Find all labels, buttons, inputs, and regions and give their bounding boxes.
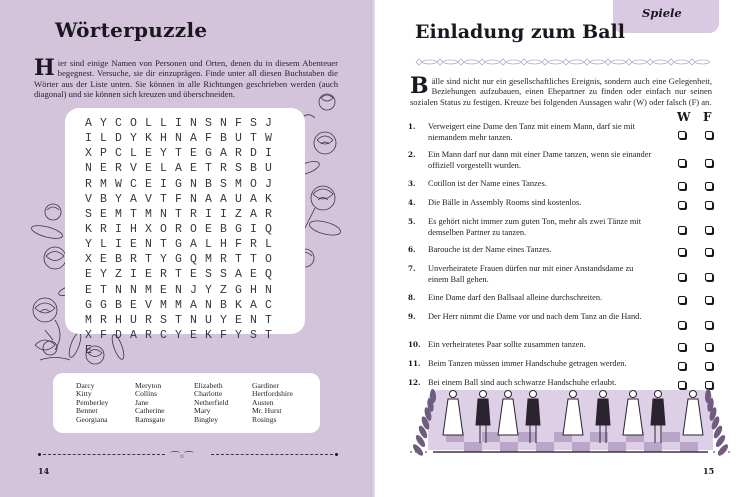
grid-cell[interactable]: O <box>130 117 137 130</box>
grid-cell[interactable]: R <box>85 177 92 191</box>
checkbox-false[interactable] <box>705 131 713 139</box>
grid-cell[interactable]: T <box>175 207 182 221</box>
grid-cell[interactable]: E <box>205 222 212 236</box>
grid-cell[interactable]: I <box>115 222 122 236</box>
grid-cell[interactable]: F <box>175 192 182 206</box>
word-item: Kitty <box>76 389 92 399</box>
grid-cell[interactable]: O <box>160 222 167 236</box>
grid-cell[interactable]: B <box>220 222 227 236</box>
grid-cell[interactable]: D <box>115 132 122 146</box>
question-text: Eine Dame darf den Ballsaal alleine durchschreiten. <box>428 293 603 302</box>
grid-cell[interactable]: S <box>235 162 242 176</box>
grid-cell[interactable]: T <box>250 253 257 267</box>
grid-cell[interactable]: I <box>130 268 137 282</box>
grid-cell[interactable]: A <box>250 298 257 312</box>
grid-cell[interactable]: W <box>265 132 272 146</box>
question-number: 4. <box>408 198 416 207</box>
grid-cell[interactable]: L <box>160 162 167 176</box>
question-text: Die Bälle in Assembly Rooms sind kostenlos. <box>428 198 582 207</box>
grid-cell[interactable]: Y <box>100 268 107 282</box>
divider-dot <box>38 453 41 456</box>
grid-cell[interactable]: G <box>85 298 92 312</box>
question-text: Verweigert eine Dame den Tanz mit einem Mann, darf sie mit niemandem mehr tanzen. <box>428 122 635 142</box>
grid-cell[interactable]: G <box>205 147 212 161</box>
grid-cell[interactable]: Y <box>205 283 212 297</box>
grid-cell[interactable]: A <box>250 207 257 221</box>
grid-cell[interactable]: B <box>115 253 122 267</box>
grid-cell[interactable]: R <box>145 328 152 342</box>
grid-cell[interactable]: Q <box>265 268 272 282</box>
intro-paragraph-right <box>410 73 712 107</box>
grid-cell[interactable]: E <box>85 283 92 297</box>
question-text: Unverheiratete Frauen dürfen nur mit einer Anstandsdame zu einem Ball gehen. <box>428 264 634 284</box>
grid-cell[interactable]: L <box>100 132 107 146</box>
grid-cell[interactable]: R <box>130 253 137 267</box>
grid-cell[interactable]: M <box>160 298 167 312</box>
grid-cell[interactable]: B <box>250 162 257 176</box>
grid-cell[interactable]: X <box>85 147 92 161</box>
grid-cell[interactable]: I <box>250 222 257 236</box>
grid-cell[interactable]: O <box>250 177 257 191</box>
checkbox-false[interactable] <box>705 296 713 304</box>
question-text: Cotillon ist der Name eines Tanzes. <box>428 179 547 188</box>
grid-cell[interactable]: E <box>130 298 137 312</box>
word-column <box>252 382 322 424</box>
grid-cell[interactable]: T <box>175 313 182 327</box>
intro-text: älle sind nicht nur ein gesellschaftliches Ereignis, sondern auch eine Gelegenheit, Beziehungen aufzubauen, einen Ehepartner zu finden oder einfach nur seinen sozialen Status zu festigen. Kreuze bei folgenden Aussagen wahr (W) oder falsch (F) an. <box>410 76 712 107</box>
grid-cell[interactable]: K <box>235 298 242 312</box>
word-item: Catherine <box>135 406 165 416</box>
grid-cell[interactable]: D <box>115 328 122 342</box>
grid-cell[interactable]: N <box>220 117 227 130</box>
grid-cell[interactable]: F <box>205 132 212 146</box>
grid-cell[interactable]: K <box>205 328 212 342</box>
word-column <box>194 382 252 424</box>
word-item: Charlotte <box>194 389 223 399</box>
grid-cell[interactable]: L <box>145 117 152 130</box>
grid-cell[interactable]: S <box>220 268 227 282</box>
grid-cell[interactable]: Y <box>220 313 227 327</box>
grid-cell[interactable]: L <box>205 238 212 252</box>
grid-cell[interactable]: M <box>115 207 122 221</box>
question-text: Bei einem Ball sind auch schwarze Handschuhe erlaubt. <box>428 378 617 387</box>
grid-cell[interactable]: T <box>145 253 152 267</box>
grid-cell[interactable]: A <box>235 268 242 282</box>
column-true-header: W <box>677 110 691 124</box>
question-number: 6. <box>408 245 416 254</box>
grid-cell[interactable]: R <box>220 253 227 267</box>
checkbox-true[interactable] <box>678 343 686 351</box>
word-item: Elizabeth <box>194 381 223 390</box>
grid-cell[interactable]: S <box>205 117 212 130</box>
grid-cell[interactable]: Z <box>115 268 122 282</box>
question-number: 5. <box>408 217 416 226</box>
grid-cell[interactable]: I <box>85 132 92 146</box>
grid-cell[interactable]: A <box>205 192 212 206</box>
grid-cell[interactable]: T <box>265 313 272 327</box>
grid-cell[interactable]: N <box>145 238 152 252</box>
grid-cell[interactable]: M <box>85 313 92 327</box>
word-item: Gardiner <box>252 381 279 390</box>
checkbox-false[interactable] <box>705 248 713 256</box>
grid-cell[interactable]: N <box>130 283 137 297</box>
question-number: 11. <box>408 359 421 368</box>
word-column <box>135 382 194 424</box>
checkbox-false[interactable] <box>705 273 713 281</box>
grid-cell[interactable]: U <box>235 192 242 206</box>
grid-cell[interactable]: M <box>175 298 182 312</box>
question-text: Es gehört nicht immer zum guten Ton, mehr als zwei Tänze mit demselben Partner zu tanzen. <box>428 217 642 237</box>
grid-cell[interactable]: P <box>100 147 107 161</box>
grid-cell[interactable]: T <box>250 132 257 146</box>
word-item: Meryton <box>135 381 162 390</box>
grid-cell[interactable]: I <box>265 147 272 161</box>
grid-cell[interactable]: E <box>250 268 257 282</box>
grid-cell[interactable]: B <box>220 132 227 146</box>
grid-cell[interactable]: N <box>160 207 167 221</box>
grid-cell[interactable]: E <box>145 162 152 176</box>
page-title-left: Wörterpuzzle <box>55 18 208 42</box>
word-list-box <box>53 373 320 433</box>
grid-cell[interactable]: M <box>205 253 212 267</box>
grid-cell[interactable]: I <box>220 207 227 221</box>
checkbox-true[interactable] <box>678 273 686 281</box>
grid-cell[interactable]: T <box>205 162 212 176</box>
grid-cell[interactable]: A <box>220 192 227 206</box>
dropcap: H <box>34 55 55 81</box>
grid-cell[interactable]: Y <box>130 132 137 146</box>
word-item: Ramsgate <box>135 414 165 424</box>
grid-cell[interactable]: D <box>250 147 257 161</box>
question-text: Ein Mann darf nur dann mit einer Dame tanzen, wenn sie einander offiziell vorgestellt wurden. <box>428 150 652 170</box>
grid-cell[interactable]: H <box>130 222 137 236</box>
dropcap: B <box>410 73 429 99</box>
chain-ornament-icon <box>415 57 710 67</box>
checkbox-true[interactable] <box>678 296 686 304</box>
column-false-header: F <box>703 110 712 124</box>
grid-cell[interactable]: X <box>85 328 92 342</box>
grid-cell[interactable]: R <box>115 162 122 176</box>
grid-cell[interactable]: S <box>250 117 257 130</box>
word-item: Mr. Hurst <box>252 406 282 416</box>
word-item: Jane <box>135 397 149 407</box>
grid-cell[interactable]: E <box>100 162 107 176</box>
grid-cell[interactable]: I <box>115 238 122 252</box>
grid-cell[interactable]: I <box>205 207 212 221</box>
grid-cell[interactable]: J <box>265 117 272 130</box>
scroll-ornament-icon: ⌒◦⌒ <box>170 452 193 463</box>
grid-cell[interactable]: A <box>175 162 182 176</box>
grid-cell[interactable]: N <box>85 162 92 176</box>
grid-cell[interactable]: H <box>220 238 227 252</box>
word-item: Rosings <box>252 414 277 424</box>
grid-cell[interactable]: S <box>205 268 212 282</box>
grid-cell[interactable]: V <box>145 192 152 206</box>
grid-cell[interactable]: V <box>130 162 137 176</box>
grid-cell[interactable]: A <box>190 132 197 146</box>
page-title-right: Einladung zum Ball <box>415 21 625 43</box>
question-number: 2. <box>408 150 416 159</box>
grid-cell[interactable]: O <box>190 222 197 236</box>
grid-cell[interactable]: G <box>100 298 107 312</box>
grid-cell[interactable]: A <box>130 192 137 206</box>
grid-cell[interactable]: X <box>85 253 92 267</box>
grid-cell[interactable]: E <box>145 147 152 161</box>
grid-cell[interactable]: E <box>190 328 197 342</box>
grid-cell[interactable]: E <box>85 344 92 358</box>
grid-cell[interactable]: N <box>115 283 122 297</box>
grid-cell[interactable]: H <box>250 283 257 297</box>
grid-cell[interactable]: U <box>235 132 242 146</box>
checkbox-false[interactable] <box>705 321 713 329</box>
grid-cell[interactable]: Y <box>85 238 92 252</box>
grid-cell[interactable]: C <box>160 328 167 342</box>
grid-cell[interactable]: S <box>85 207 92 221</box>
grid-cell[interactable]: C <box>115 147 122 161</box>
grid-cell[interactable]: S <box>160 313 167 327</box>
word-item: Austen <box>252 397 274 407</box>
grid-cell[interactable]: T <box>265 328 272 342</box>
grid-cell[interactable]: Y <box>235 328 242 342</box>
intro-text: ier sind einige Namen von Personen und Orten, denen du in diesem Abenteuer begegnest. Versuche, sie dir einzuprägen. Finde unter all diesen Buchstaben die Wörter aus der Liste unten. Sie können in alle Richtungen geschrieben werden (auch diagonal) und sie können sich kreuzen und überschneiden. <box>34 58 338 100</box>
grid-cell[interactable]: N <box>205 298 212 312</box>
grid-cell[interactable]: G <box>235 283 242 297</box>
grid-cell[interactable]: Y <box>115 192 122 206</box>
grid-cell[interactable]: Q <box>190 253 197 267</box>
question-text: Ein verheiratetes Paar sollte zusammen tanzen. <box>428 340 586 349</box>
question-number: 1. <box>408 122 416 131</box>
grid-cell[interactable]: U <box>265 162 272 176</box>
grid-cell[interactable]: R <box>220 162 227 176</box>
checkbox-false[interactable] <box>705 343 713 351</box>
word-search-grid-box <box>65 108 305 358</box>
word-item: Hertfordshire <box>252 389 293 399</box>
grid-cell[interactable]: A <box>250 192 257 206</box>
grid-cell[interactable]: L <box>100 238 107 252</box>
grid-cell[interactable]: E <box>145 268 152 282</box>
grid-cell[interactable]: Y <box>175 328 182 342</box>
grid-cell[interactable]: R <box>250 238 257 252</box>
grid-cell[interactable]: N <box>190 192 197 206</box>
checkbox-true[interactable] <box>678 182 686 190</box>
grid-cell[interactable]: R <box>160 268 167 282</box>
grid-cell[interactable]: T <box>175 268 182 282</box>
grid-cell[interactable]: F <box>235 117 242 130</box>
grid-cell[interactable]: E <box>190 147 197 161</box>
grid-cell[interactable]: M <box>100 177 107 191</box>
grid-cell[interactable]: R <box>265 207 272 221</box>
grid-cell[interactable]: G <box>175 177 182 191</box>
checkbox-true[interactable] <box>678 321 686 329</box>
grid-cell[interactable]: S <box>250 328 257 342</box>
grid-cell[interactable]: W <box>115 177 122 191</box>
right-page <box>375 0 750 497</box>
grid-cell[interactable]: N <box>250 313 257 327</box>
grid-cell[interactable]: H <box>160 132 167 146</box>
grid-cell[interactable]: E <box>145 177 152 191</box>
grid-cell[interactable]: A <box>220 147 227 161</box>
grid-cell[interactable]: L <box>160 117 167 130</box>
grid-cell[interactable]: U <box>130 313 137 327</box>
page-number-left: 14 <box>38 466 50 476</box>
grid-cell[interactable]: L <box>130 147 137 161</box>
grid-cell[interactable]: J <box>190 283 197 297</box>
grid-cell[interactable]: I <box>175 117 182 130</box>
grid-cell[interactable]: R <box>100 222 107 236</box>
grid-cell[interactable]: R <box>175 222 182 236</box>
grid-cell[interactable]: T <box>160 238 167 252</box>
grid-cell[interactable]: Y <box>160 253 167 267</box>
grid-cell[interactable]: M <box>235 177 242 191</box>
grid-cell[interactable]: L <box>265 238 272 252</box>
grid-cell[interactable]: X <box>145 222 152 236</box>
grid-cell[interactable]: N <box>190 313 197 327</box>
grid-cell[interactable]: F <box>235 238 242 252</box>
word-item: Bennet <box>76 406 98 416</box>
checkbox-true[interactable] <box>678 248 686 256</box>
grid-cell[interactable]: M <box>145 283 152 297</box>
checkbox-false[interactable] <box>705 182 713 190</box>
word-search-grid[interactable] <box>81 116 276 358</box>
divider-dot <box>335 453 338 456</box>
question-number: 3. <box>408 179 416 188</box>
checkbox-true[interactable] <box>678 362 686 370</box>
grid-cell[interactable]: B <box>205 177 212 191</box>
grid-cell[interactable]: C <box>115 117 122 130</box>
grid-cell[interactable]: T <box>235 253 242 267</box>
grid-cell[interactable]: T <box>130 207 137 221</box>
footer-divider <box>38 452 338 463</box>
grid-cell[interactable]: E <box>190 162 197 176</box>
grid-cell[interactable]: G <box>175 238 182 252</box>
grid-cell[interactable]: R <box>190 207 197 221</box>
grid-cell[interactable]: N <box>175 132 182 146</box>
checkbox-false[interactable] <box>705 226 713 234</box>
grid-cell[interactable]: R <box>145 313 152 327</box>
question-number: 8. <box>408 293 416 302</box>
grid-cell[interactable]: V <box>85 192 92 206</box>
checkbox-false[interactable] <box>705 201 713 209</box>
section-tab[interactable] <box>613 0 719 33</box>
section-tab-label: Spiele <box>642 6 682 20</box>
word-column <box>76 382 135 424</box>
grid-cell[interactable]: B <box>115 298 122 312</box>
grid-cell[interactable]: E <box>85 268 92 282</box>
question-number: 9. <box>408 312 416 321</box>
page-number-right: 15 <box>703 466 715 476</box>
grid-cell[interactable]: T <box>175 147 182 161</box>
grid-cell[interactable]: R <box>100 313 107 327</box>
grid-cell[interactable]: E <box>100 207 107 221</box>
grid-cell[interactable]: A <box>190 238 197 252</box>
dotted-line <box>211 454 333 455</box>
ballroom-dancers-illustration-icon <box>408 380 733 464</box>
grid-cell[interactable]: U <box>205 313 212 327</box>
question-number: 12. <box>408 378 421 387</box>
dotted-line <box>43 454 165 455</box>
grid-cell[interactable]: A <box>85 117 92 130</box>
grid-cell[interactable]: R <box>235 147 242 161</box>
grid-cell[interactable]: E <box>235 313 242 327</box>
word-item: Darcy <box>76 381 95 390</box>
grid-cell[interactable]: N <box>175 283 182 297</box>
grid-cell[interactable]: Y <box>100 117 107 130</box>
question-text: Der Herr nimmt die Dame vor und nach dem Tanz an die Hand. <box>428 312 642 321</box>
word-item: Mary <box>194 406 211 416</box>
grid-cell[interactable]: M <box>145 207 152 221</box>
grid-cell[interactable]: K <box>265 192 272 206</box>
grid-cell[interactable]: B <box>100 192 107 206</box>
word-item: Georgiana <box>76 414 108 424</box>
question-text: Barouche ist der Name eines Tanzes. <box>428 245 552 254</box>
grid-cell[interactable]: H <box>115 313 122 327</box>
word-item: Pemberley <box>76 397 109 407</box>
word-item: Bingley <box>194 414 219 424</box>
grid-cell[interactable]: F <box>100 328 107 342</box>
grid-cell[interactable]: N <box>265 283 272 297</box>
grid-cell[interactable]: E <box>190 268 197 282</box>
grid-cell[interactable]: Q <box>265 222 272 236</box>
grid-cell[interactable]: E <box>130 238 137 252</box>
grid-cell[interactable]: I <box>160 177 167 191</box>
checkbox-false[interactable] <box>705 159 713 167</box>
checkbox-true[interactable] <box>678 159 686 167</box>
grid-cell[interactable]: Z <box>220 283 227 297</box>
grid-cell[interactable]: S <box>220 177 227 191</box>
grid-cell[interactable]: A <box>190 298 197 312</box>
grid-cell[interactable]: T <box>100 283 107 297</box>
grid-cell[interactable]: K <box>85 222 92 236</box>
word-list <box>76 382 322 424</box>
grid-cell[interactable]: O <box>265 253 272 267</box>
grid-cell[interactable]: N <box>190 117 197 130</box>
grid-cell[interactable]: V <box>145 298 152 312</box>
word-item: Netherfield <box>194 397 229 407</box>
grid-cell[interactable]: K <box>145 132 152 146</box>
question-number: 7. <box>408 264 416 273</box>
grid-cell[interactable]: C <box>130 177 137 191</box>
grid-cell[interactable]: C <box>265 298 272 312</box>
grid-cell[interactable]: G <box>175 253 182 267</box>
grid-cell[interactable]: A <box>130 328 137 342</box>
question-text: Beim Tanzen müssen immer Handschuhe getragen werden. <box>428 359 627 368</box>
word-item: Collins <box>135 389 157 399</box>
grid-cell[interactable]: Y <box>160 147 167 161</box>
grid-cell[interactable]: N <box>190 177 197 191</box>
grid-cell[interactable]: T <box>160 192 167 206</box>
grid-cell[interactable]: G <box>235 222 242 236</box>
grid-cell[interactable]: F <box>220 328 227 342</box>
checkbox-true[interactable] <box>678 201 686 209</box>
question-number: 10. <box>408 340 421 349</box>
checkbox-true[interactable] <box>678 131 686 139</box>
grid-cell[interactable]: Z <box>235 207 242 221</box>
grid-cell[interactable]: E <box>100 253 107 267</box>
checkbox-false[interactable] <box>705 362 713 370</box>
grid-cell[interactable]: B <box>220 298 227 312</box>
checkbox-true[interactable] <box>678 226 686 234</box>
grid-cell[interactable]: E <box>160 283 167 297</box>
grid-cell[interactable]: J <box>265 177 272 191</box>
